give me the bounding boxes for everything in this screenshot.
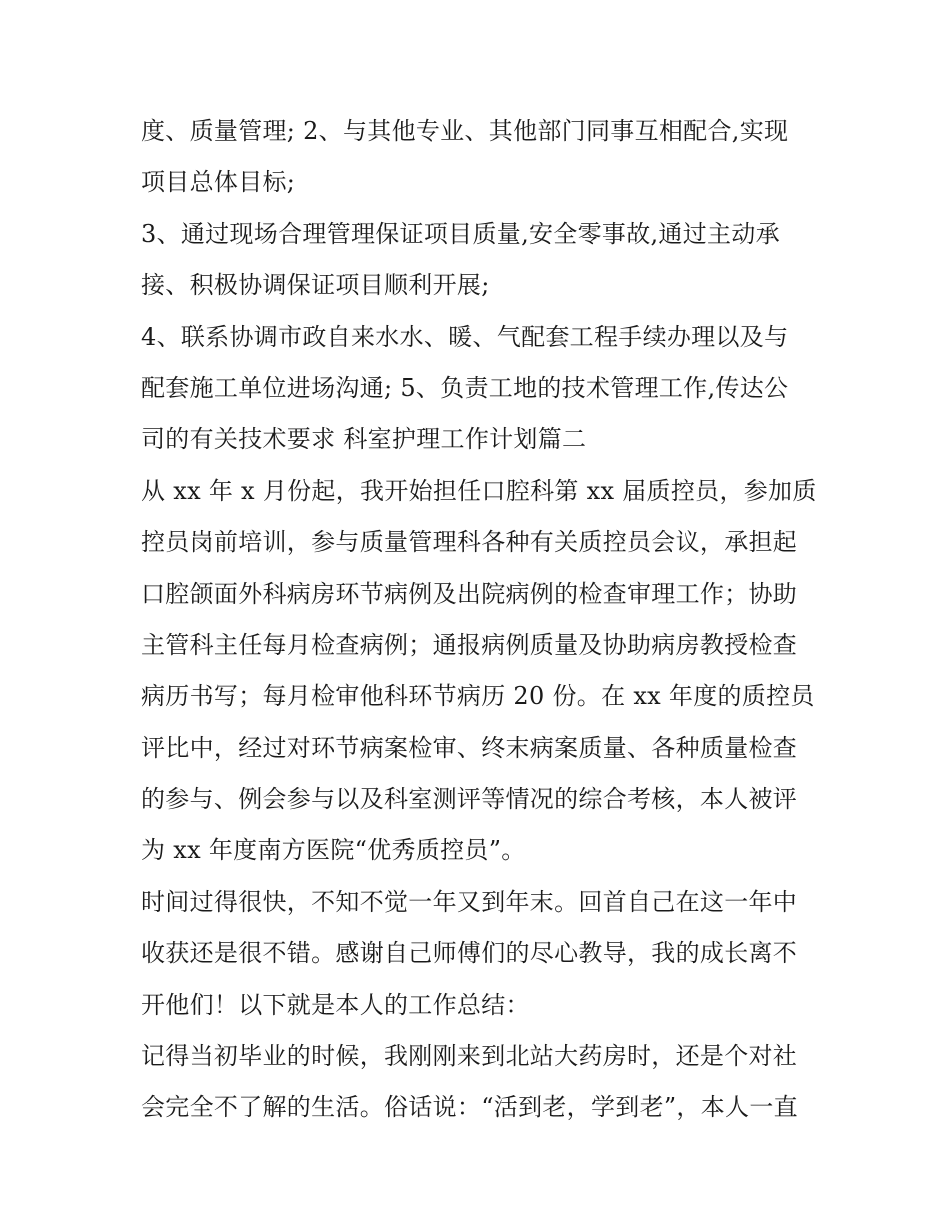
text-line: 会完全不了解的生活。俗话说：“活到老，学到老”，本人一直 — [141, 1093, 798, 1122]
text-line: 3、通过现场合理管理保证项目质量,安全零事故,通过主动承 — [141, 219, 780, 248]
text-line: 时间过得很快，不知不觉一年又到年末。回首自己在这一年中 — [141, 887, 798, 916]
text-line: 4、联系协调市政自来水水、暖、气配套工程手续办理以及与 — [141, 322, 789, 351]
text-line: 主管科主任每月检查病例；通报病例质量及协助病房教授检查 — [141, 630, 798, 659]
text-line: 为 xx 年度南方医院“优秀质控员”。 — [141, 836, 526, 865]
text-line: 病历书写；每月检审他科环节病历 20 份。在 xx 年度的质控员 — [141, 682, 815, 711]
text-line: 开他们！以下就是本人的工作总结： — [141, 990, 530, 1019]
text-line: 记得当初毕业的时候，我刚刚来到北站大药房时，还是个对社 — [141, 1042, 798, 1071]
text-line: 口腔颌面外科病房环节病例及出院病例的检查审理工作；协助 — [141, 579, 798, 608]
text-line: 收获还是很不错。感谢自己师傅们的尽心教导，我的成长离不 — [141, 939, 798, 968]
text-line: 司的有关技术要求 科室护理工作计划篇二 — [141, 425, 587, 454]
text-line: 评比中，经过对环节病案检审、终末病案质量、各种质量检查 — [141, 733, 798, 762]
text-line: 度、质量管理; 2、与其他专业、其他部门同事互相配合,实现 — [141, 117, 789, 145]
text-line: 项目总体目标; — [141, 168, 296, 197]
text-line: 配套施工单位进场沟通; 5、负责工地的技术管理工作,传达公 — [141, 373, 789, 402]
text-line: 控员岗前培训，参与质量管理科各种有关质控员会议，承担起 — [141, 528, 798, 557]
text-line: 接、积极协调保证项目顺利开展; — [141, 271, 490, 300]
text-line: 的参与、例会参与以及科室测评等情况的综合考核，本人被评 — [141, 785, 798, 814]
document-body — [141, 106, 821, 1134]
text-line: 从 xx 年 x 月份起，我开始担任口腔科第 xx 届质控员，参加质 — [141, 476, 817, 505]
